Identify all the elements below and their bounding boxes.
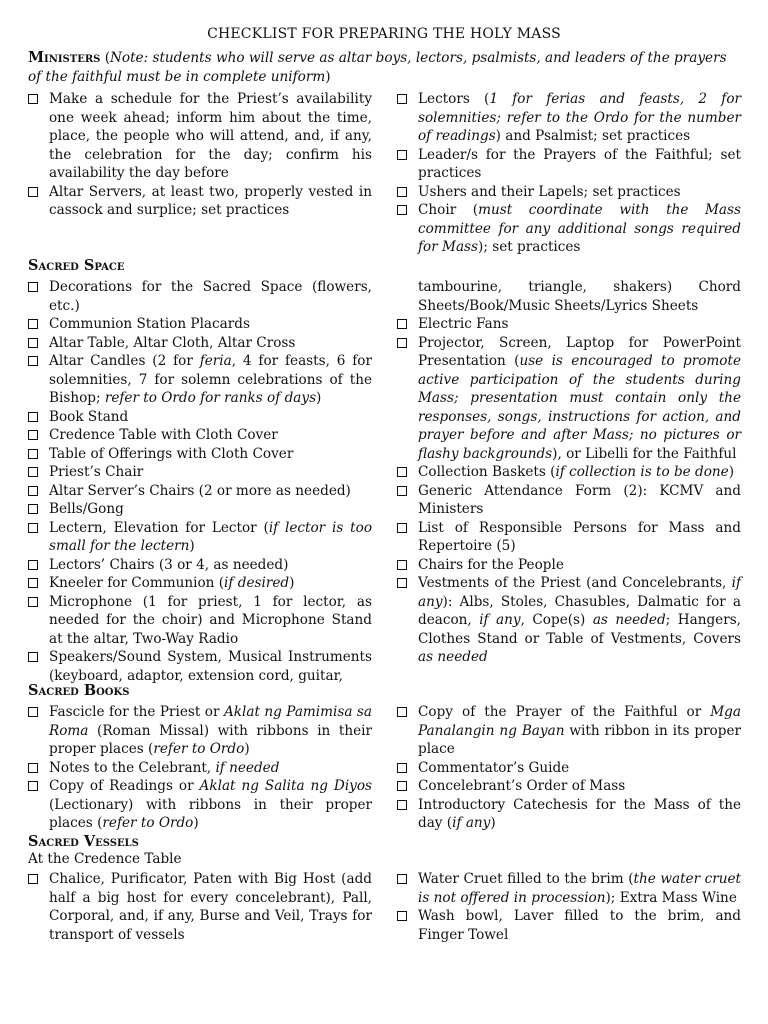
ministers-heading: Ministers <box>28 49 101 66</box>
list-item: Decorations for the Sacred Space (flowers, etc.) <box>28 278 372 315</box>
list-item: Priest’s Chair <box>28 463 372 482</box>
list-item: Commentator’s Guide <box>397 759 741 778</box>
list-item: List of Responsible Persons for Mass and Repertoire (5) <box>397 519 741 556</box>
list-item: Fascicle for the Priest or Aklat ng Pamimisa sa Roma (Roman Missal) with ribbons in their proper places (refer to Ordo) <box>28 703 372 759</box>
list-item: Book Stand <box>28 408 372 427</box>
list-item: Lectern, Elevation for Lector (if lector is too small for the lectern) <box>28 519 372 556</box>
ministers-intro: Ministers (Note: students who will serve as altar boys, lectors, psalmists, and leaders of the prayers of the faithful must be in complete uniform) <box>28 49 727 85</box>
sacred-space-right-column <box>397 278 741 667</box>
list-item: Wash bowl, Laver filled to the brim, and Finger Towel <box>397 907 741 944</box>
sacred-vessels-subheading: At the Credence Table <box>28 851 182 867</box>
list-item: Copy of the Prayer of the Faithful or Mga Panalangin ng Bayan with ribbon in its proper place <box>397 703 741 759</box>
ministers-note: Note: students who will serve as altar boys, lectors, psalmists, and leaders of the prayers of the faithful must be in complete uniform <box>28 50 727 85</box>
list-item: Generic Attendance Form (2): KCMV and Ministers <box>397 482 741 519</box>
ministers-left-column <box>28 90 372 220</box>
sacred-vessels-heading: Sacred Vessels <box>28 833 139 850</box>
list-item: Water Cruet filled to the brim (the water cruet is not offered in procession); Extra Mass Wine <box>397 870 741 907</box>
sacred-books-left-column <box>28 703 372 833</box>
list-item: Concelebrant’s Order of Mass <box>397 777 741 796</box>
list-item: Kneeler for Communion (if desired) <box>28 574 372 593</box>
list-item: Table of Offerings with Cloth Cover <box>28 445 372 464</box>
list-item: Altar Table, Altar Cloth, Altar Cross <box>28 334 372 353</box>
page-title: CHECKLIST FOR PREPARING THE HOLY MASS <box>207 26 561 42</box>
list-item: Projector, Screen, Laptop for PowerPoint Presentation (use is encouraged to promote active participation of the students during Mass; presentation must contain only the responses, songs, instructions for action, and prayer before and after Mass; no pictures or flashy backgrounds), or Libelli for the Faithful <box>397 334 741 464</box>
list-item: Credence Table with Cloth Cover <box>28 426 372 445</box>
list-item: Introductory Catechesis for the Mass of the day (if any) <box>397 796 741 833</box>
sacred-vessels-left-column <box>28 870 372 944</box>
list-item: Choir (must coordinate with the Mass committee for any additional songs required for Mass); set practices <box>397 201 741 257</box>
list-item: Lectors’ Chairs (3 or 4, as needed) <box>28 556 372 575</box>
list-item: Notes to the Celebrant, if needed <box>28 759 372 778</box>
list-item: Electric Fans <box>397 315 741 334</box>
list-item: Copy of Readings or Aklat ng Salita ng Diyos (Lectionary) with ribbons in their proper places (refer to Ordo) <box>28 777 372 833</box>
list-item: Leader/s for the Prayers of the Faithful; set practices <box>397 146 741 183</box>
list-item: Make a schedule for the Priest’s availability one week ahead; inform him about the time, place, the people who will attend, and, if any, the celebration for the day; confirm his availability the day before <box>28 90 372 183</box>
list-item: Lectors (1 for ferias and feasts, 2 for solemnities; refer to the Ordo for the number of readings) and Psalmist; set practices <box>397 90 741 146</box>
list-item: Altar Server’s Chairs (2 or more as needed) <box>28 482 372 501</box>
sacred-vessels-right-column <box>397 870 741 944</box>
list-item: Chalice, Purificator, Paten with Big Host (add half a big host for every concelebrant), Pall, Corporal, and, if any, Burse and Veil, Trays for transport of vessels <box>28 870 372 944</box>
ministers-right-column <box>397 90 741 257</box>
list-item: Microphone (1 for priest, 1 for lector, as needed for the choir) and Microphone Stand at the altar, Two-Way Radio <box>28 593 372 649</box>
sacred-books-heading: Sacred Books <box>28 682 130 699</box>
list-item: Chairs for the People <box>397 556 741 575</box>
list-item: Bells/Gong <box>28 500 372 519</box>
sacred-space-left-column <box>28 278 372 685</box>
list-item: Altar Candles (2 for feria, 4 for feasts, 6 for solemnities, 7 for solemn celebrations of the Bishop; refer to Ordo for ranks of days) <box>28 352 372 408</box>
sacred-books-right-column <box>397 703 741 833</box>
list-item: Communion Station Placards <box>28 315 372 334</box>
list-item: Vestments of the Priest (and Concelebrants, if any): Albs, Stoles, Chasubles, Dalmatic for a deacon, if any, Cope(s) as needed; Hangers, Clothes Stand or Table of Vestments, Covers as needed <box>397 574 741 667</box>
list-item: Ushers and their Lapels; set practices <box>397 183 741 202</box>
list-item: Speakers/Sound System, Musical Instruments (keyboard, adaptor, extension cord, guitar, <box>28 648 372 685</box>
sacred-space-heading: Sacred Space <box>28 257 125 274</box>
list-item: Altar Servers, at least two, properly vested in cassock and surplice; set practices <box>28 183 372 220</box>
list-item: Collection Baskets (if collection is to be done) <box>397 463 741 482</box>
list-item-continuation: tambourine, triangle, shakers) Chord Sheets/Book/Music Sheets/Lyrics Sheets <box>418 279 741 314</box>
